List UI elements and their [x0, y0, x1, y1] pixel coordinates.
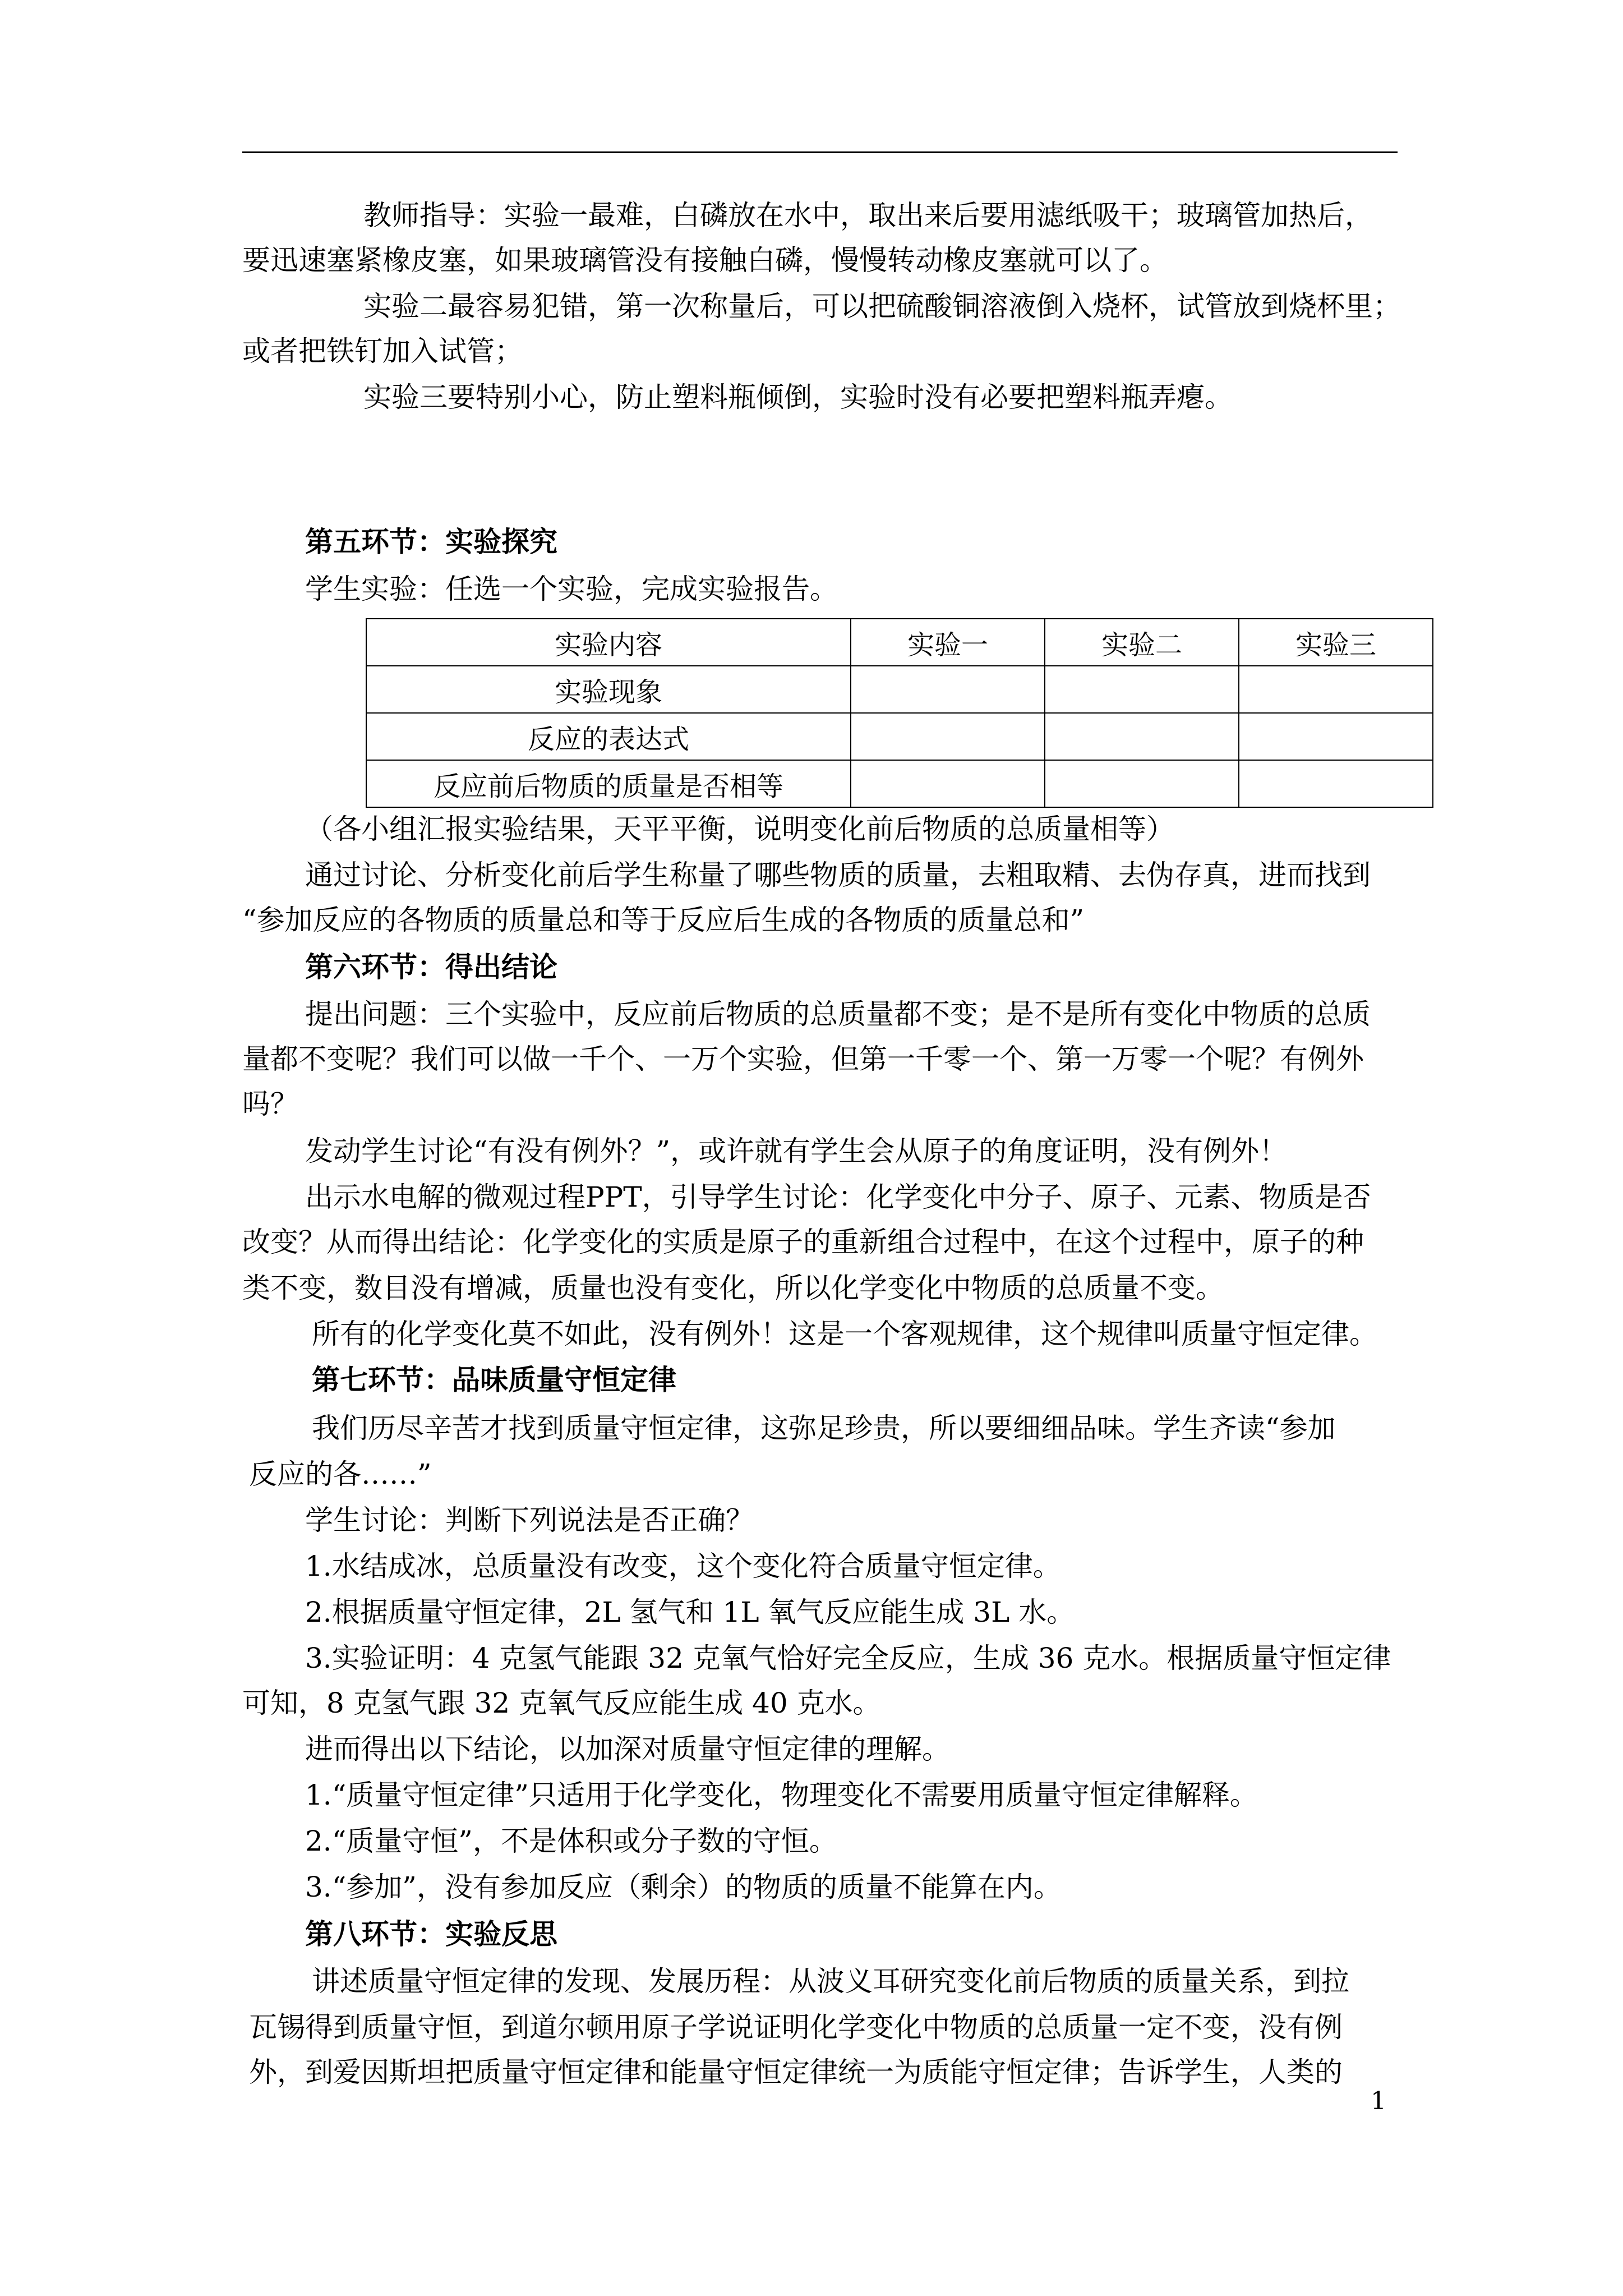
- history-line-1: 讲述质量守恒定律的发现、发展历程：从波义耳研究变化前后物质的质量关系，到拉: [312, 1965, 1349, 1998]
- question-line-2: 量都不变呢？我们可以做一千个、一万个实验，但第一千零一个、第一万零一个呢？有例外: [242, 1043, 1364, 1075]
- table-header-cell: 实验三: [1239, 619, 1433, 666]
- experiment-report-table: [366, 618, 1433, 808]
- table-cell-empty: [1045, 713, 1239, 760]
- history-line-3: 外，到爱因斯坦把质量守恒定律和能量守恒定律统一为质能守恒定律；告诉学生，人类的: [249, 2056, 1343, 2088]
- table-row: [366, 666, 1433, 713]
- table-row: [366, 760, 1433, 807]
- discussion-line-2: “参加反应的各物质的质量总和等于反应后生成的各物质的质量总和”: [242, 904, 1085, 936]
- conclusion-2: 2.“质量守恒”，不是体积或分子数的守恒。: [305, 1825, 837, 1857]
- question-line-3: 吗？: [242, 1088, 298, 1120]
- table-row-label: 实验现象: [366, 666, 851, 713]
- table-cell-empty: [1045, 666, 1239, 713]
- guidance-line-2: 要迅速塞紧橡皮塞，如果玻璃管没有接触白磷，慢慢转动橡皮塞就可以了。: [242, 244, 1168, 277]
- section5-intro: 学生实验：任选一个实验，完成实验报告。: [305, 573, 838, 605]
- judge-prompt: 学生讨论：判断下列说法是否正确？: [305, 1504, 754, 1536]
- guidance-line-5: 实验三要特别小心，防止塑料瓶倾倒，实验时没有必要把塑料瓶弄瘪。: [363, 381, 1233, 413]
- conclusion-3: 3.“参加”，没有参加反应（剩余）的物质的质量不能算在内。: [305, 1871, 1062, 1903]
- statement-3-line-1: 3.实验证明：4 克氢气能跟 32 克氧气恰好完全反应，生成 36 克水。根据质量守恒定律: [305, 1642, 1391, 1674]
- guidance-line-4: 或者把铁钉加入试管；: [242, 335, 523, 367]
- further-conclusion: 进而得出以下结论，以加深对质量守恒定律的理解。: [305, 1733, 950, 1765]
- section7-heading: 第七环节：品味质量守恒定律: [312, 1363, 676, 1396]
- guidance-line-1: 教师指导：实验一最难，白磷放在水中，取出来后要用滤纸吸干；玻璃管加热后，: [363, 199, 1373, 232]
- table-row-label: 反应前后物质的质量是否相等: [366, 760, 851, 807]
- table-cell-empty: [851, 713, 1045, 760]
- report-note: （各小组汇报实验结果，天平平衡，说明变化前后物质的总质量相等）: [305, 813, 1174, 845]
- table-cell-empty: [1239, 760, 1433, 807]
- table-row: [366, 713, 1433, 760]
- statement-1: 1.水结成冰，总质量没有改变，这个变化符合质量守恒定律。: [305, 1550, 1061, 1582]
- section8-heading: 第八环节：实验反思: [305, 1917, 557, 1950]
- discussion-exception: 发动学生讨论“有没有例外？”，或许就有学生会从原子的角度证明，没有例外！: [305, 1135, 1288, 1167]
- table-row-label: 反应的表达式: [366, 713, 851, 760]
- table-header-cell: 实验二: [1045, 619, 1239, 666]
- reading-line-2: 反应的各……”: [249, 1458, 432, 1490]
- electrolysis-line-1: 出示水电解的微观过程PPT，引导学生讨论：化学变化中分子、原子、元素、物质是否: [305, 1181, 1371, 1213]
- statement-2: 2.根据质量守恒定律，2L 氢气和 1L 氧气反应能生成 3L 水。: [305, 1596, 1075, 1628]
- table-cell-empty: [851, 760, 1045, 807]
- law-statement: 所有的化学变化莫不如此，没有例外！这是一个客观规律，这个规律叫质量守恒定律。: [312, 1318, 1377, 1350]
- header-rule: [242, 151, 1398, 153]
- table-cell-empty: [1239, 666, 1433, 713]
- question-line-1: 提出问题：三个实验中，反应前后物质的总质量都不变；是不是所有变化中物质的总质: [305, 998, 1371, 1030]
- table-cell-empty: [1239, 713, 1433, 760]
- table-header-cell: 实验一: [851, 619, 1045, 666]
- electrolysis-line-3: 类不变，数目没有增减，质量也没有变化，所以化学变化中物质的总质量不变。: [242, 1272, 1224, 1304]
- reading-line-1: 我们历尽辛苦才找到质量守恒定律，这弥足珍贵，所以要细细品味。学生齐读“参加: [312, 1412, 1336, 1444]
- page-number: 1: [1371, 2087, 1386, 2115]
- history-line-2: 瓦锡得到质量守恒，到道尔顿用原子学说证明化学变化中物质的总质量一定不变，没有例: [249, 2011, 1343, 2044]
- table-cell-empty: [1045, 760, 1239, 807]
- table-cell-empty: [851, 666, 1045, 713]
- section5-heading: 第五环节：实验探究: [305, 525, 557, 558]
- discussion-line-1: 通过讨论、分析变化前后学生称量了哪些物质的质量，去粗取精、去伪存真，进而找到: [305, 859, 1371, 891]
- section6-heading: 第六环节：得出结论: [305, 950, 557, 983]
- conclusion-1: 1.“质量守恒定律”只适用于化学变化，物理变化不需要用质量守恒定律解释。: [305, 1779, 1258, 1811]
- electrolysis-line-2: 改变？从而得出结论：化学变化的实质是原子的重新组合过程中，在这个过程中，原子的种: [242, 1226, 1364, 1258]
- table-header-cell: 实验内容: [366, 619, 851, 666]
- table-header-row: [366, 619, 1433, 666]
- guidance-line-3: 实验二最容易犯错，第一次称量后，可以把硫酸铜溶液倒入烧杯，试管放到烧杯里；: [363, 290, 1401, 323]
- statement-3-line-2: 可知，8 克氢气跟 32 克氧气反应能生成 40 克水。: [242, 1687, 881, 1719]
